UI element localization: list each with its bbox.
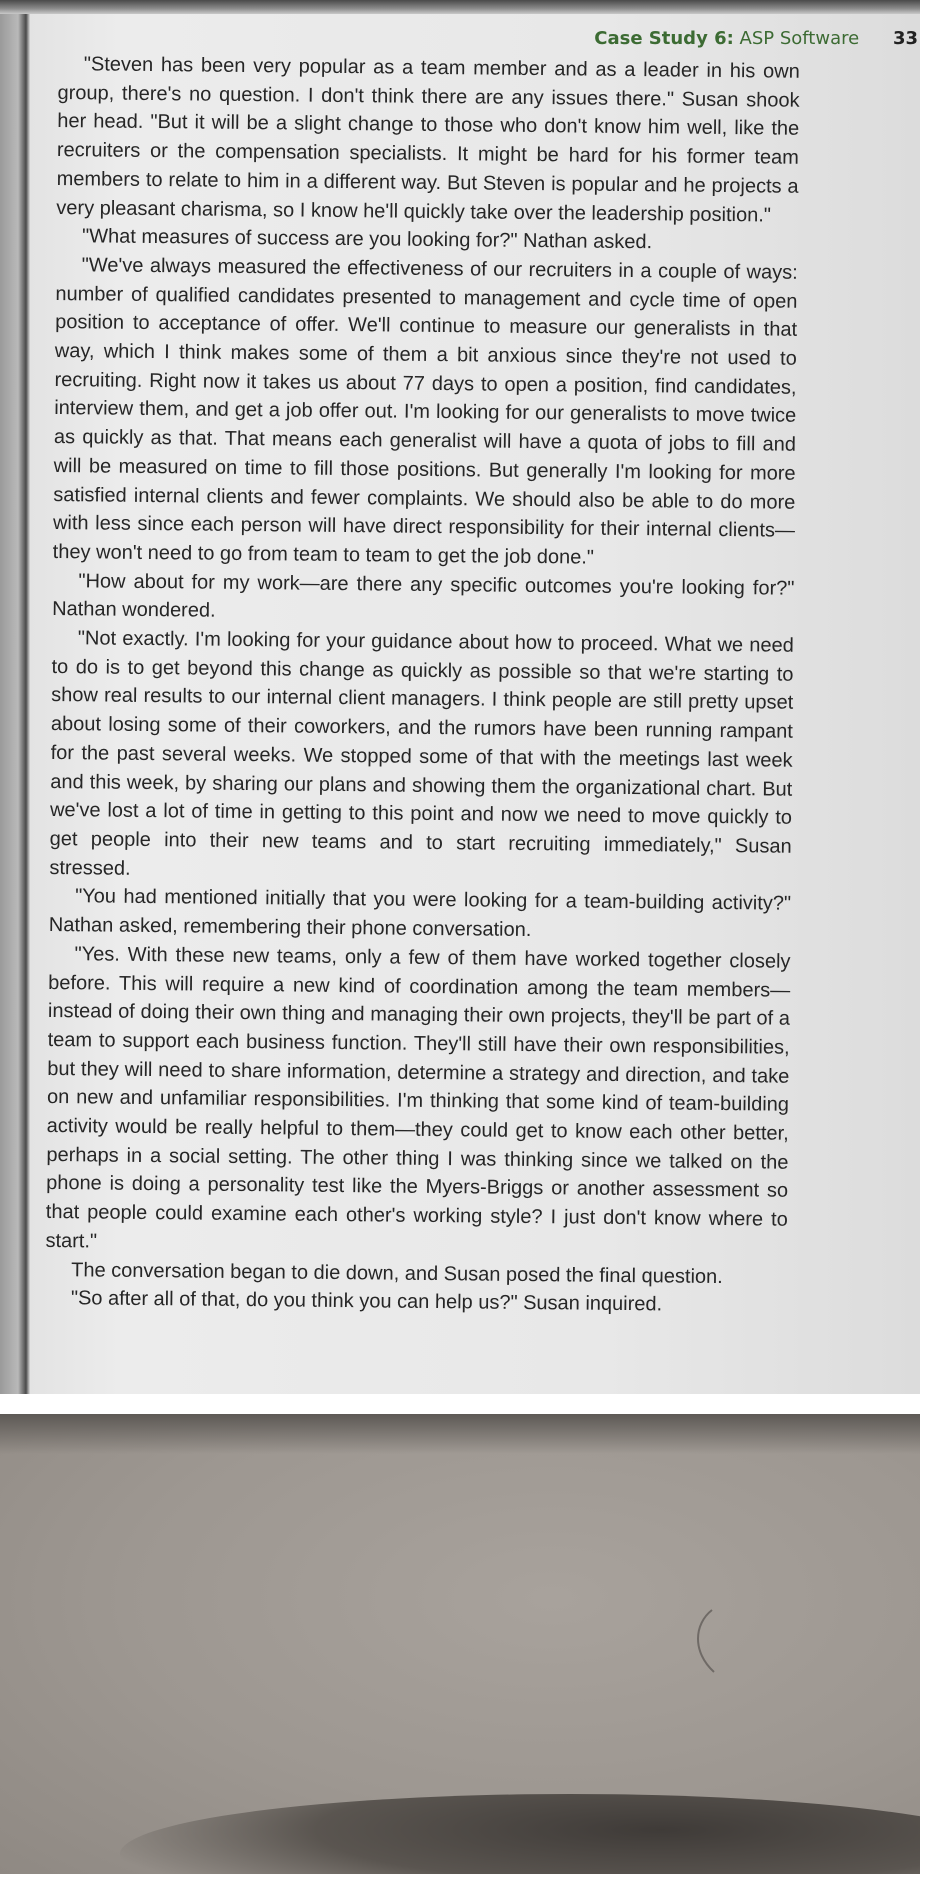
running-head-case-label: Case Study 6: [594, 28, 734, 49]
running-head [498, 28, 920, 49]
book-spine-edge [0, 14, 30, 1394]
page-number: 33 [892, 28, 918, 49]
book-page-photo [0, 14, 920, 1394]
paragraph: "Steven has been very popular as a team member and as a leader in his own group, there's no question. I don't think there are any issues there." Susan shook her head. "But it will be a slight change to those who don't know him well, like the recruiters or the compensation specialists. It might be hard for his former team members to relate to him in a different way. But Steven is popular and he projects a very pleasant charisma, so I know he'll quickly take over the leadership position." [56, 53, 800, 226]
running-head-title: ASP Software [739, 28, 860, 49]
paragraph: The conversation began to die down, and Susan posed the final question. [71, 1258, 723, 1288]
paragraph: "Yes. With these new teams, only a few of them have worked together closely before. This will require a new kind of coordination among the team members—instead of doing their own thing and managing their own projects, they'll be part of a team to support each business function. They'll still have their own responsibilities, but they will need to share information, determine a strategy and direction, and take on new and unfamiliar responsibilities. I'm thinking that some kind of team-building activity would be really helpful to them—they could get to know each other better, perhaps in a social setting. The other thing I was thinking since we talked on the phone is doing a personality test like the Myers-Briggs or another assessment so that people could examine each other's working style? I just don't know where to start." [45, 943, 791, 1253]
photo-top-strip [0, 0, 920, 14]
paragraph: "You had mentioned initially that you were looking for a team-building activity?" Nathan asked, remembering their phone conversation. [48, 885, 792, 942]
desk-shadow [120, 1794, 920, 1874]
paragraph: "We've always measured the effectiveness of our recruiters in a couple of ways: number of qualified candidates presented to management and cycle time of open position to acceptance of offer. We'll continue to measure our generalists in that way, which I think makes some of them a bit anxious since they're not used to recruiting. Right now it takes us about 77 days to open a position, find candidates, interview them, and get a job offer out. I'm looking for our generalists to move twice as quickly as that. That means each generalist will have a quota of jobs to fill and will be measured on time to fill those positions. But generally I'm looking for more satisfied internal clients and fewer complaints. We should also be able to do more with less since each person will have direct responsibility for their internal clients—they won't need to go from team to team to get the job done." [52, 254, 798, 569]
desk-top-shadow [0, 1414, 920, 1454]
pencil-mark [688, 1606, 718, 1676]
paragraph: "So after all of that, do you think you can help us?" Susan inquired. [70, 1287, 663, 1316]
photo-divider [0, 1394, 950, 1414]
paragraph: "Not exactly. I'm looking for your guidance about how to proceed. What we need to do is to get beyond this change as quickly as possible so that we're starting to show real results to our internal client managers. I think people are still pretty upset about losing some of their coworkers, and the rumors have been running rampant for the past several weeks. We stopped some of that with the meetings last week and this week, by sharing our plans and showing them the organizational chart. But we've lost a lot of time in getting to this point and now we need to move quickly to get people into their new teams and to start recruiting immediately," Susan stressed. [49, 627, 794, 880]
paragraph: "How about for my work—are there any specific outcomes you're looking for?" Nathan wondered. [52, 569, 795, 623]
body-text [45, 50, 800, 1321]
paragraph: "What measures of success are you looking for?" Nathan asked. [81, 225, 653, 254]
desk-surface-photo [0, 1414, 920, 1874]
